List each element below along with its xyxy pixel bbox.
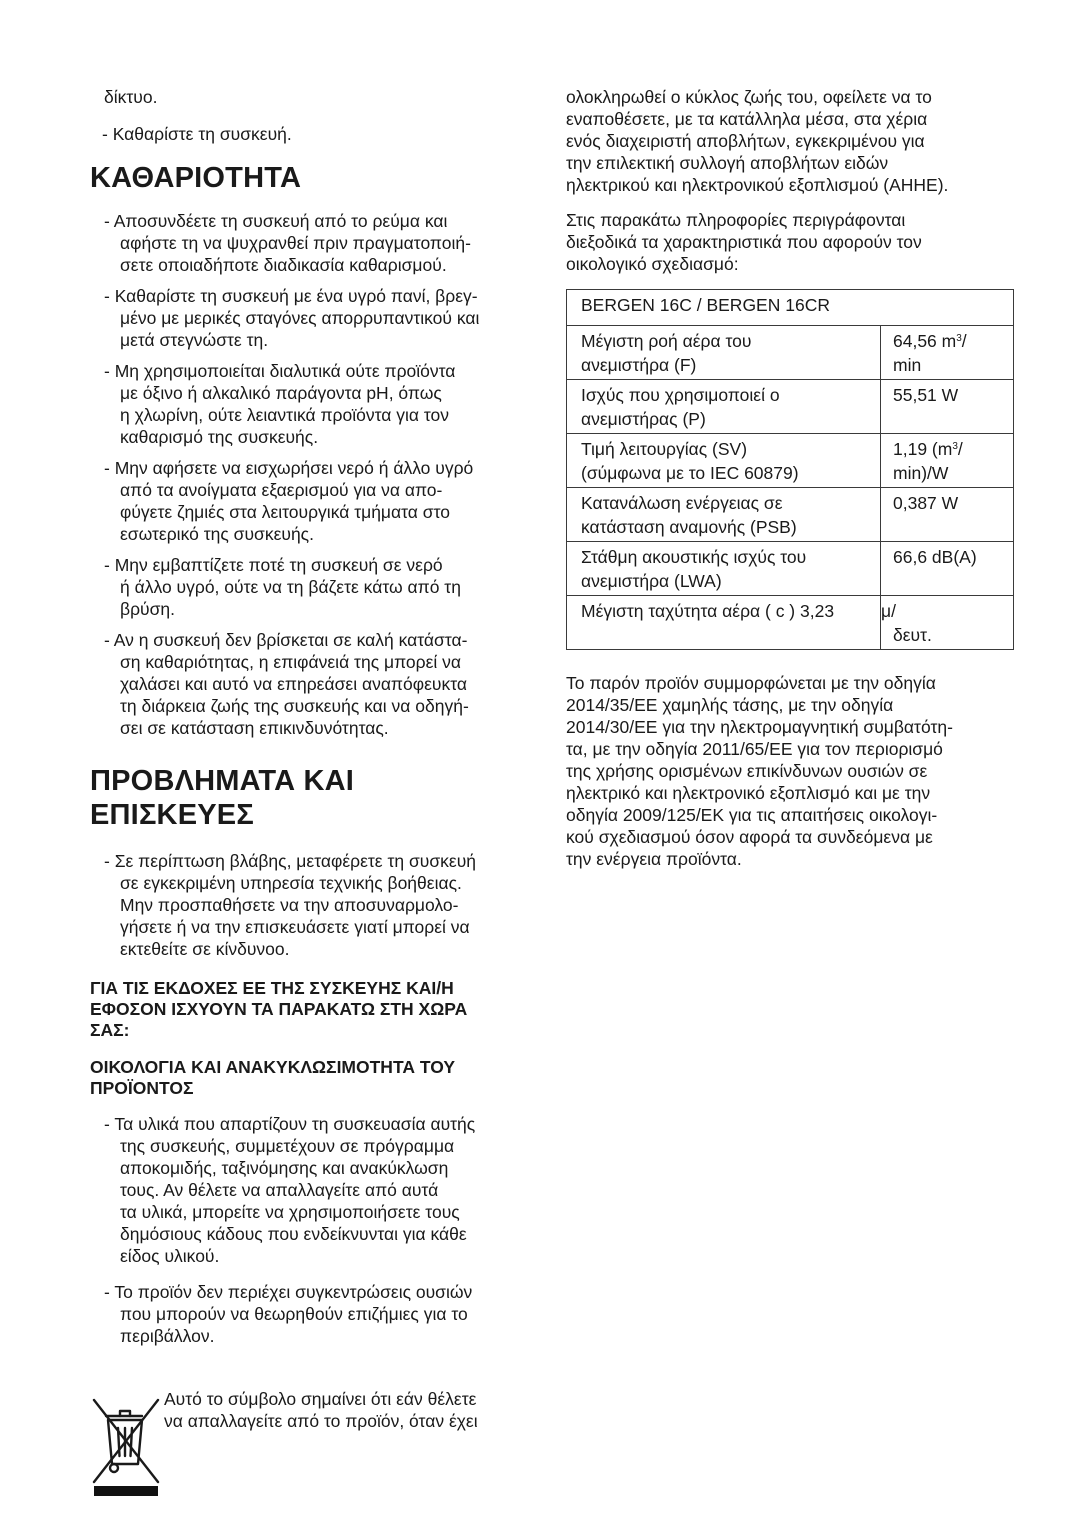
heading-line: ΕΠΙΣΚΕΥΕΣ: [90, 799, 254, 831]
text-line: σε εγκεκριμένη υπηρεσία τεχνικής βοήθειας.: [120, 873, 462, 893]
heading-line: ΓΙΑ ΤΙΣ ΕΚΔΟΧΕΣ ΕΕ ΤΗΣ ΣΥΣΚΕΥΗΣ ΚΑΙ/Η: [90, 978, 454, 998]
text-line: περιβάλλον.: [120, 1326, 215, 1346]
text-line: οδηγία 2009/125/EK για τις απαιτήσεις οικολογι-: [566, 805, 938, 825]
ecodesign-intro: [566, 209, 1016, 275]
table-label: Τιμή λειτουργίας (SV) (σύμφωνα με το IEC 60879): [567, 434, 881, 488]
text-line: την ενέργεια προϊόντα.: [566, 849, 742, 869]
text-line: - Το προϊόν δεν περιέχει συγκεντρώσεις ουσιών: [104, 1282, 473, 1302]
text-line: οικολογικό σχεδιασμό:: [566, 254, 739, 274]
weee-text: [164, 1388, 540, 1432]
heading-line: ΕΦΟΣΟΝ ΙΣΧΥΟΥΝ ΤΑ ΠΑΡΑΚΑΤΩ ΣΤΗ ΧΩΡΑ: [90, 999, 468, 1019]
crossed-out-wheelie-bin-icon: [90, 1394, 162, 1498]
text-line: εσωτερικό της συσκευής.: [120, 524, 314, 544]
text-line: από τα ανοίγματα εξαερισμού για να απο-: [120, 480, 443, 500]
text-line: να απαλλαγείτε από το προϊόν, όταν έχει: [164, 1411, 478, 1431]
problems-heading: [90, 764, 540, 832]
table-value: 1,19 ($m^3/$ min)/W: [881, 434, 1014, 488]
text-line: που μπορούν να θεωρηθούν επιζήμιες για το: [120, 1304, 468, 1324]
table-value: 55,51 W: [881, 380, 1014, 434]
table-row: [567, 596, 1014, 650]
text-line: δημόσιους κάδους που ενδείκνυνται για κάθε: [120, 1224, 467, 1244]
text-line: ση καθαριότητας, η επιφάνειά της μπορεί να: [120, 652, 462, 672]
text-line: σετε οποιαδήποτε διαδικασία καθαρισμού.: [120, 255, 447, 275]
cleaning-item: [90, 210, 540, 276]
table-row: [567, 326, 1014, 380]
text-line: ηλεκτρικό και ηλεκτρονικό εξοπλισμό και με την: [566, 783, 931, 803]
text-line: κού σχεδιασμού όσον αφορά τα συνδεόμενα με: [566, 827, 933, 847]
heading-line: ΠΡΟΪΟΝΤΟΣ: [90, 1078, 194, 1098]
table-value: 0,387 W: [881, 488, 1014, 542]
text-line: μετά στεγνώστε τη.: [120, 330, 269, 350]
table-header-row: [567, 290, 1014, 326]
table-label: Μέγιστη ροή αέρα του ανεμιστήρα (F): [567, 326, 881, 380]
compliance-paragraph: [566, 672, 1016, 870]
text-line: της συσκευής, συμμετέχουν σε πρόγραμμα: [120, 1136, 455, 1156]
table-label: Ισχύς που χρησιμοποιεί ο ανεμιστήρας (P): [567, 380, 881, 434]
cleaning-item: [90, 457, 540, 545]
text-line: διεξοδικά τα χαρακτηριστικά που αφορούν τον: [566, 232, 922, 252]
text-line: - Μη χρησιμοποιείται διαλυτικά ούτε προϊόντα: [104, 361, 456, 381]
text-line: είδος υλικού.: [120, 1246, 220, 1266]
text-line: τα υλικά, μπορείτε να χρησιμοποιήσετε τους: [120, 1202, 460, 1222]
text-line: αποκομιδής, ταξινόμησης και ανακύκλωση: [120, 1158, 449, 1178]
text-line: - Αποσυνδέετε τη συσκευή από το ρεύμα και: [104, 211, 448, 231]
cleaning-item: [90, 360, 540, 448]
text-line: - Μην αφήσετε να εισχωρήσει νερό ή άλλο υγρό: [104, 458, 474, 478]
text-line: ενός διαχειριστή αποβλήτων, εγκεκριμένου για: [566, 131, 925, 151]
text-line: τα, με την οδηγία 2011/65/EE για τον περιορισμό: [566, 739, 943, 759]
text-line: την επιλεκτική συλλογή αποβλήτων ειδών: [566, 153, 889, 173]
heading-line: ΣΑΣ:: [90, 1020, 130, 1040]
cleaning-item: [90, 285, 540, 351]
table-row: [567, 380, 1014, 434]
heading-line: ΟΙΚΟΛΟΓΙΑ ΚΑΙ ΑΝΑΚΥΚΛΩΣΙΜΟΤΗΤΑ ΤΟΥ: [90, 1057, 456, 1077]
text-line: - Τα υλικά που απαρτίζουν τη συσκευασία αυτής: [104, 1114, 476, 1134]
text-line: η χλωρίνη, ούτε λειαντικά προϊόντα για τον: [120, 405, 450, 425]
text-line: ή άλλο υγρό, ούτε να τη βάζετε κάτω από τη: [120, 577, 461, 597]
cleaning-item: [90, 554, 540, 620]
table-value: μ/ δευτ.: [881, 596, 1014, 650]
text-line: - Καθαρίστε τη συσκευή με ένα υγρό πανί, βρεγ-: [104, 286, 478, 306]
eco-item: [90, 1113, 540, 1267]
text-line: τη διάρκεια ζωής της συσκευής και να οδηγή-: [120, 696, 469, 716]
intro-text: δίκτυο.: [104, 87, 158, 107]
cleaning-heading: ΚΑΘΑΡΙΟΤΗΤΑ: [90, 162, 302, 194]
disposal-paragraph: [566, 86, 1016, 196]
text-line: μένο με μερικές σταγόνες απορρυπαντικού και: [120, 308, 480, 328]
text-line: - Αν η συσκευή δεν βρίσκεται σε καλή κατάστα-: [104, 630, 468, 650]
weee-notice: [90, 1388, 540, 1498]
text-line: Μην προσπαθήσετε να την αποσυναρμολο-: [120, 895, 459, 915]
problems-item: [90, 850, 540, 960]
text-line: εκτεθείτε σε κίνδυνοο.: [120, 939, 290, 959]
text-line: σει σε κατάσταση επικινδυνότητας.: [120, 718, 389, 738]
text-line: ηλεκτρικού και ηλεκτρονικού εξοπλισμού (ΑΗΗΕ).: [566, 175, 949, 195]
text-line: Αυτό το σύμβολο σημαίνει ότι εάν θέλετε: [164, 1389, 477, 1409]
table-row: [567, 488, 1014, 542]
right-column: [566, 86, 1016, 870]
text-line: Το παρόν προϊόν συμμορφώνεται με την οδηγία: [566, 673, 936, 693]
text-line: 2014/35/EE χαμηλής τάσης, με την οδηγία: [566, 695, 894, 715]
text-line: αφήστε τη να ψυχρανθεί πριν πραγματοποιή-: [120, 233, 471, 253]
eco-heading: [90, 1057, 540, 1099]
table-label: Στάθμη ακουστικής ισχύς του ανεμιστήρα (LWA): [567, 542, 881, 596]
table-row: [567, 434, 1014, 488]
text-line: - Μην εμβαπτίζετε ποτέ τη συσκευή σε νερό: [104, 555, 443, 575]
text-line: Στις παρακάτω πληροφορίες περιγράφονται: [566, 210, 906, 230]
text-line: με όξινο ή αλκαλικό παράγοντα pH, όπως: [120, 383, 442, 403]
text-line: - Σε περίπτωση βλάβης, μεταφέρετε τη συσκευή: [104, 851, 476, 871]
text-line: φύγετε ζημιές στα λειτουργικά τμήματα στο: [120, 502, 450, 522]
eco-item: [90, 1281, 540, 1347]
text-line: της χρήσης ορισμένων επικίνδυνων ουσιών σε: [566, 761, 928, 781]
text-line: τους. Αν θέλετε να απαλλαγείτε από αυτά: [120, 1180, 439, 1200]
left-column: [90, 86, 540, 1347]
eu-heading: [90, 978, 540, 1041]
ecodesign-table: [566, 289, 1014, 650]
heading-line: ΠΡΟΒΛΗΜΑΤΑ ΚΑΙ: [90, 765, 355, 797]
table-value: 66,6 dB(A): [881, 542, 1014, 596]
text-line: χαλάσει και αυτό να επηρεάσει αναπόφευκτα: [120, 674, 467, 694]
text-line: γήσετε ή να την επισκευάσετε γιατί μπορεί να: [120, 917, 470, 937]
table-row: [567, 542, 1014, 596]
text-line: καθαρισμό της συσκευής.: [120, 427, 319, 447]
text-line: βρύση.: [120, 599, 175, 619]
table-label: Μέγιστη ταχύτητα αέρα ( c ) 3,23: [567, 596, 881, 650]
table-value: 64,56 $m^3/$ min: [881, 326, 1014, 380]
text-line: ολοκληρωθεί ο κύκλος ζωής του, οφείλετε να το: [566, 87, 932, 107]
intro-item: - Καθαρίστε τη συσκευή.: [102, 124, 292, 144]
table-label: Κατανάλωση ενέργειας σε κατάσταση αναμονής (PSB): [567, 488, 881, 542]
cleaning-item: [90, 629, 540, 739]
table-header: BERGEN 16C / BERGEN 16CR: [567, 290, 1014, 326]
text-line: εναποθέσετε, με τα κατάλληλα μέσα, στα χέρια: [566, 109, 928, 129]
text-line: 2014/30/EE για την ηλεκτρομαγνητική συμβατότη-: [566, 717, 953, 737]
